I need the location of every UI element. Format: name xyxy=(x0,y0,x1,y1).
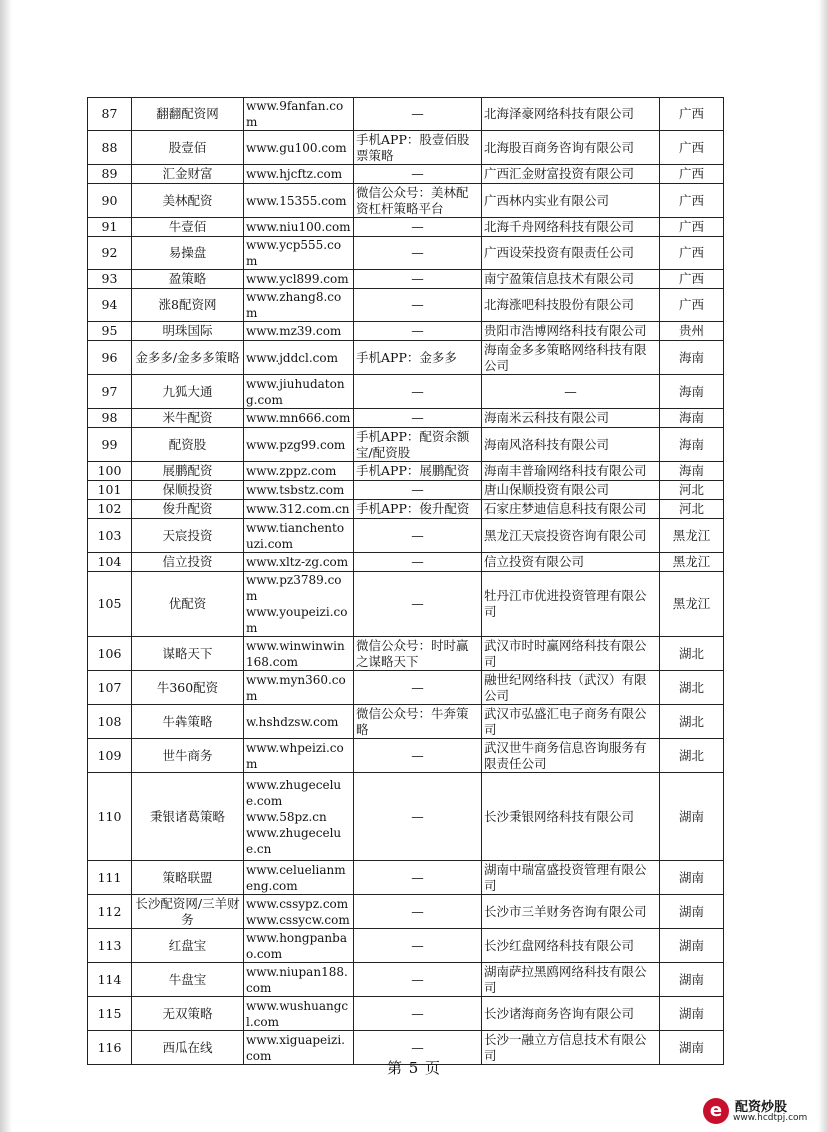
app-or-wechat: — xyxy=(354,572,482,637)
province: 广西 xyxy=(660,289,724,322)
url-line: w.hshdzsw.com xyxy=(246,714,339,729)
url-line: www.myn360.com xyxy=(246,672,346,703)
company-name: 长沙红盘网络科技有限公司 xyxy=(482,929,660,963)
app-or-wechat: — xyxy=(354,739,482,773)
url-line: www.gu100.com xyxy=(246,140,347,155)
company-name: 北海千舟网络科技有限公司 xyxy=(482,218,660,237)
row-number: 88 xyxy=(88,131,132,165)
url-line: www.pzg99.com xyxy=(246,437,346,452)
platform-name: 牛360配资 xyxy=(132,671,244,705)
platform-name: 涨8配资网 xyxy=(132,289,244,322)
platform-url xyxy=(244,237,354,270)
province: 海南 xyxy=(660,428,724,462)
app-or-wechat: — xyxy=(354,322,482,341)
table-row xyxy=(88,462,724,481)
url-line: www.cssycw.com xyxy=(246,912,350,927)
company-name: 牡丹江市优进投资管理有限公司 xyxy=(482,572,660,637)
url-line: www.zhang8.com xyxy=(246,290,342,320)
platform-name: 汇金财富 xyxy=(132,165,244,184)
platform-name: 牛犇策略 xyxy=(132,705,244,739)
row-number: 95 xyxy=(88,322,132,341)
province: 海南 xyxy=(660,462,724,481)
platform-url xyxy=(244,861,354,895)
company-name: 广西汇金财富投资有限公司 xyxy=(482,165,660,184)
row-number: 111 xyxy=(88,861,132,895)
table-row xyxy=(88,98,724,131)
app-or-wechat: — xyxy=(354,997,482,1031)
platform-name: 策略联盟 xyxy=(132,861,244,895)
table-row xyxy=(88,739,724,773)
table-row xyxy=(88,500,724,519)
platform-name: 盈策略 xyxy=(132,270,244,289)
site-watermark xyxy=(703,1096,818,1126)
platform-name: 九狐大通 xyxy=(132,375,244,409)
platform-name: 米牛配资 xyxy=(132,409,244,428)
row-number: 109 xyxy=(88,739,132,773)
platform-register-table xyxy=(87,97,724,1065)
table-row xyxy=(88,428,724,462)
row-number: 94 xyxy=(88,289,132,322)
province: 黑龙江 xyxy=(660,519,724,553)
province: 湖南 xyxy=(660,1031,724,1065)
province: 海南 xyxy=(660,341,724,375)
company-name: 湖南萨拉黑鸥网络科技有限公司 xyxy=(482,963,660,997)
url-line: www.youpeizi.com xyxy=(246,605,348,635)
row-number: 91 xyxy=(88,218,132,237)
province: 海南 xyxy=(660,409,724,428)
url-line: www.mz39.com xyxy=(246,324,342,338)
company-name: 长沙市三羊财务咨询有限公司 xyxy=(482,895,660,929)
table-row xyxy=(88,572,724,637)
url-line: www.9fanfan.com xyxy=(246,99,344,129)
url-line: www.whpeizi.com xyxy=(246,740,344,771)
table-row xyxy=(88,671,724,705)
company-name: — xyxy=(482,375,660,409)
watermark-title: 配资炒股 xyxy=(735,1100,788,1115)
url-line: www.tsbstz.com xyxy=(246,483,345,497)
table-row xyxy=(88,270,724,289)
url-line: www.niupan188.com xyxy=(246,964,348,995)
app-or-wechat: — xyxy=(354,270,482,289)
platform-name: 展鹏配资 xyxy=(132,462,244,481)
platform-name: 无双策略 xyxy=(132,997,244,1031)
company-name: 广西林内实业有限公司 xyxy=(482,184,660,218)
row-number: 101 xyxy=(88,481,132,500)
province: 广西 xyxy=(660,270,724,289)
url-line: www.58pz.cn xyxy=(246,809,327,824)
row-number: 116 xyxy=(88,1031,132,1065)
company-name: 海南丰普瑜网络科技有限公司 xyxy=(482,462,660,481)
row-number: 98 xyxy=(88,409,132,428)
province: 黑龙江 xyxy=(660,572,724,637)
url-line: www.celuelianmeng.com xyxy=(246,862,346,893)
province: 湖北 xyxy=(660,739,724,773)
company-name: 唐山保顺投资有限公司 xyxy=(482,481,660,500)
app-or-wechat: 手机APP：配资余额宝/配资股 xyxy=(354,428,482,462)
platform-name: 长沙配资网/三羊财务 xyxy=(132,895,244,929)
province: 湖南 xyxy=(660,997,724,1031)
platform-name: 俊升配资 xyxy=(132,500,244,519)
province: 湖北 xyxy=(660,671,724,705)
app-or-wechat: — xyxy=(354,773,482,861)
app-or-wechat: — xyxy=(354,929,482,963)
platform-url xyxy=(244,270,354,289)
table-row xyxy=(88,341,724,375)
row-number: 107 xyxy=(88,671,132,705)
row-number: 99 xyxy=(88,428,132,462)
row-number: 90 xyxy=(88,184,132,218)
row-number: 113 xyxy=(88,929,132,963)
app-or-wechat: — xyxy=(354,861,482,895)
url-line: www.xiguapeizi.com xyxy=(246,1032,345,1063)
page-edge-shadow-left xyxy=(0,0,12,1132)
company-name: 南宁盈策信息技术有限公司 xyxy=(482,270,660,289)
app-or-wechat: — xyxy=(354,409,482,428)
company-name: 长沙诸海商务咨询有限公司 xyxy=(482,997,660,1031)
platform-name: 世牛商务 xyxy=(132,739,244,773)
table-row xyxy=(88,553,724,572)
url-line: www.hjcftz.com xyxy=(246,167,343,181)
row-number: 110 xyxy=(88,773,132,861)
platform-name: 保顺投资 xyxy=(132,481,244,500)
url-line: www.15355.com xyxy=(246,193,347,208)
row-number: 112 xyxy=(88,895,132,929)
row-number: 108 xyxy=(88,705,132,739)
platform-url xyxy=(244,739,354,773)
platform-name: 红盘宝 xyxy=(132,929,244,963)
row-number: 93 xyxy=(88,270,132,289)
platform-name: 信立投资 xyxy=(132,553,244,572)
province: 广西 xyxy=(660,218,724,237)
platform-name: 配资股 xyxy=(132,428,244,462)
url-line: www.wushuangcl.com xyxy=(246,998,349,1029)
company-name: 融世纪网络科技（武汉）有限公司 xyxy=(482,671,660,705)
company-name: 武汉世牛商务信息咨询服务有限责任公司 xyxy=(482,739,660,773)
province: 河北 xyxy=(660,481,724,500)
row-number: 114 xyxy=(88,963,132,997)
table-row xyxy=(88,289,724,322)
row-number: 105 xyxy=(88,572,132,637)
app-or-wechat: — xyxy=(354,375,482,409)
watermark-url: www.hcdtpj.com xyxy=(733,1113,808,1123)
platform-url xyxy=(244,428,354,462)
table-row xyxy=(88,131,724,165)
table-row xyxy=(88,637,724,671)
company-name: 海南金多多策略网络科技有限公司 xyxy=(482,341,660,375)
table-row xyxy=(88,165,724,184)
company-name: 黑龙江天宸投资咨询有限公司 xyxy=(482,519,660,553)
province: 广西 xyxy=(660,165,724,184)
platform-url xyxy=(244,375,354,409)
row-number: 97 xyxy=(88,375,132,409)
company-name: 长沙一融立方信息技术有限公司 xyxy=(482,1031,660,1065)
platform-url xyxy=(244,165,354,184)
url-line: www.tianchentouzi.com xyxy=(246,520,345,551)
url-line: www.zhugecelue.com xyxy=(246,777,342,808)
platform-url xyxy=(244,289,354,322)
company-name: 湖南中瑞富盛投资管理有限公司 xyxy=(482,861,660,895)
app-or-wechat: 微信公众号：时时赢之谋略天下 xyxy=(354,637,482,671)
watermark-logo-icon: e xyxy=(703,1098,729,1124)
platform-url xyxy=(244,895,354,929)
table-row xyxy=(88,375,724,409)
app-or-wechat: 微信公众号：美林配资杠杆策略平台 xyxy=(354,184,482,218)
url-line: www.jddcl.com xyxy=(246,350,338,365)
url-line: www.pz3789.com xyxy=(246,573,342,603)
company-name: 石家庄梦迪信息科技有限公司 xyxy=(482,500,660,519)
app-or-wechat: 手机APP：展鹏配资 xyxy=(354,462,482,481)
province: 湖南 xyxy=(660,895,724,929)
platform-url xyxy=(244,553,354,572)
app-or-wechat: — xyxy=(354,553,482,572)
url-line: www.312.com.cn xyxy=(246,502,350,516)
row-number: 103 xyxy=(88,519,132,553)
platform-url xyxy=(244,409,354,428)
platform-url xyxy=(244,500,354,519)
province: 广西 xyxy=(660,98,724,131)
url-line: www.winwinwin168.com xyxy=(246,638,345,669)
platform-url xyxy=(244,131,354,165)
platform-url xyxy=(244,705,354,739)
platform-url xyxy=(244,997,354,1031)
url-line: www.zhugecelue.cn xyxy=(246,825,342,856)
url-line: www.hongpanbao.com xyxy=(246,930,347,961)
platform-url xyxy=(244,341,354,375)
row-number: 102 xyxy=(88,500,132,519)
url-line: www.cssypz.com xyxy=(246,896,349,911)
province: 湖北 xyxy=(660,637,724,671)
province: 湖南 xyxy=(660,773,724,861)
app-or-wechat: — xyxy=(354,963,482,997)
app-or-wechat: — xyxy=(354,237,482,270)
company-name: 海南米云科技有限公司 xyxy=(482,409,660,428)
platform-url xyxy=(244,519,354,553)
platform-name: 牛壹佰 xyxy=(132,218,244,237)
page-number: 第 5 页 xyxy=(386,1059,442,1077)
platform-name: 翻翻配资网 xyxy=(132,98,244,131)
platform-name: 天宸投资 xyxy=(132,519,244,553)
company-name: 贵阳市浩博网络科技有限公司 xyxy=(482,322,660,341)
row-number: 87 xyxy=(88,98,132,131)
platform-name: 美林配资 xyxy=(132,184,244,218)
platform-url xyxy=(244,671,354,705)
app-or-wechat: — xyxy=(354,1031,482,1065)
url-line: www.zppz.com xyxy=(246,464,337,478)
platform-name: 牛盘宝 xyxy=(132,963,244,997)
platform-name: 金多多/金多多策略 xyxy=(132,341,244,375)
table-row xyxy=(88,481,724,500)
platform-url xyxy=(244,773,354,861)
row-number: 92 xyxy=(88,237,132,270)
platform-url xyxy=(244,929,354,963)
app-or-wechat: — xyxy=(354,98,482,131)
table-row xyxy=(88,963,724,997)
platform-name: 谋略天下 xyxy=(132,637,244,671)
table-row xyxy=(88,895,724,929)
province: 湖南 xyxy=(660,963,724,997)
table-row xyxy=(88,997,724,1031)
platform-name: 秉银诸葛策略 xyxy=(132,773,244,861)
platform-url xyxy=(244,98,354,131)
province: 贵州 xyxy=(660,322,724,341)
table-row xyxy=(88,184,724,218)
platform-name: 西瓜在线 xyxy=(132,1031,244,1065)
platform-name: 明珠国际 xyxy=(132,322,244,341)
company-name: 长沙秉银网络科技有限公司 xyxy=(482,773,660,861)
row-number: 100 xyxy=(88,462,132,481)
company-name: 信立投资有限公司 xyxy=(482,553,660,572)
app-or-wechat: 微信公众号：牛奔策略 xyxy=(354,705,482,739)
app-or-wechat: — xyxy=(354,481,482,500)
platform-url xyxy=(244,637,354,671)
company-name: 武汉市弘盛汇电子商务有限公司 xyxy=(482,705,660,739)
province: 湖南 xyxy=(660,929,724,963)
company-name: 广西设荣投资有限责任公司 xyxy=(482,237,660,270)
table-row xyxy=(88,218,724,237)
table-row xyxy=(88,861,724,895)
row-number: 104 xyxy=(88,553,132,572)
app-or-wechat: — xyxy=(354,519,482,553)
row-number: 115 xyxy=(88,997,132,1031)
url-line: www.jiuhudatong.com xyxy=(246,376,345,407)
company-name: 海南风洛科技有限公司 xyxy=(482,428,660,462)
table-row xyxy=(88,929,724,963)
table-row xyxy=(88,409,724,428)
province: 湖南 xyxy=(660,861,724,895)
province: 湖北 xyxy=(660,705,724,739)
platform-url xyxy=(244,462,354,481)
company-name: 武汉市时时赢网络科技有限公司 xyxy=(482,637,660,671)
company-name: 北海股百商务咨询有限公司 xyxy=(482,131,660,165)
table-row xyxy=(88,705,724,739)
url-line: www.mn666.com xyxy=(246,411,351,425)
table-row xyxy=(88,322,724,341)
row-number: 89 xyxy=(88,165,132,184)
province: 广西 xyxy=(660,184,724,218)
platform-url xyxy=(244,218,354,237)
platform-url xyxy=(244,572,354,637)
row-number: 96 xyxy=(88,341,132,375)
province: 广西 xyxy=(660,237,724,270)
province: 黑龙江 xyxy=(660,553,724,572)
app-or-wechat: — xyxy=(354,895,482,929)
platform-name: 易操盘 xyxy=(132,237,244,270)
company-name: 北海涨吧科技股份有限公司 xyxy=(482,289,660,322)
url-line: www.ycp555.com xyxy=(246,238,342,268)
app-or-wechat: — xyxy=(354,165,482,184)
app-or-wechat: — xyxy=(354,671,482,705)
url-line: www.ycl899.com xyxy=(246,272,349,286)
page-edge-shadow-right xyxy=(818,0,828,1132)
platform-url xyxy=(244,184,354,218)
table-row xyxy=(88,519,724,553)
app-or-wechat: 手机APP：金多多 xyxy=(354,341,482,375)
url-line: www.xltz-zg.com xyxy=(246,555,349,569)
app-or-wechat: 手机APP：俊升配资 xyxy=(354,500,482,519)
company-name: 北海泽豪网络科技有限公司 xyxy=(482,98,660,131)
province: 广西 xyxy=(660,131,724,165)
row-number: 106 xyxy=(88,637,132,671)
app-or-wechat: — xyxy=(354,218,482,237)
table-row xyxy=(88,237,724,270)
table-row xyxy=(88,773,724,861)
table-body xyxy=(88,98,724,1065)
url-line: www.niu100.com xyxy=(246,220,351,234)
platform-name: 优配资 xyxy=(132,572,244,637)
province: 河北 xyxy=(660,500,724,519)
platform-url xyxy=(244,963,354,997)
platform-url xyxy=(244,322,354,341)
app-or-wechat: — xyxy=(354,289,482,322)
app-or-wechat: 手机APP：股壹佰股票策略 xyxy=(354,131,482,165)
platform-name: 股壹佰 xyxy=(132,131,244,165)
platform-url xyxy=(244,481,354,500)
province: 海南 xyxy=(660,375,724,409)
